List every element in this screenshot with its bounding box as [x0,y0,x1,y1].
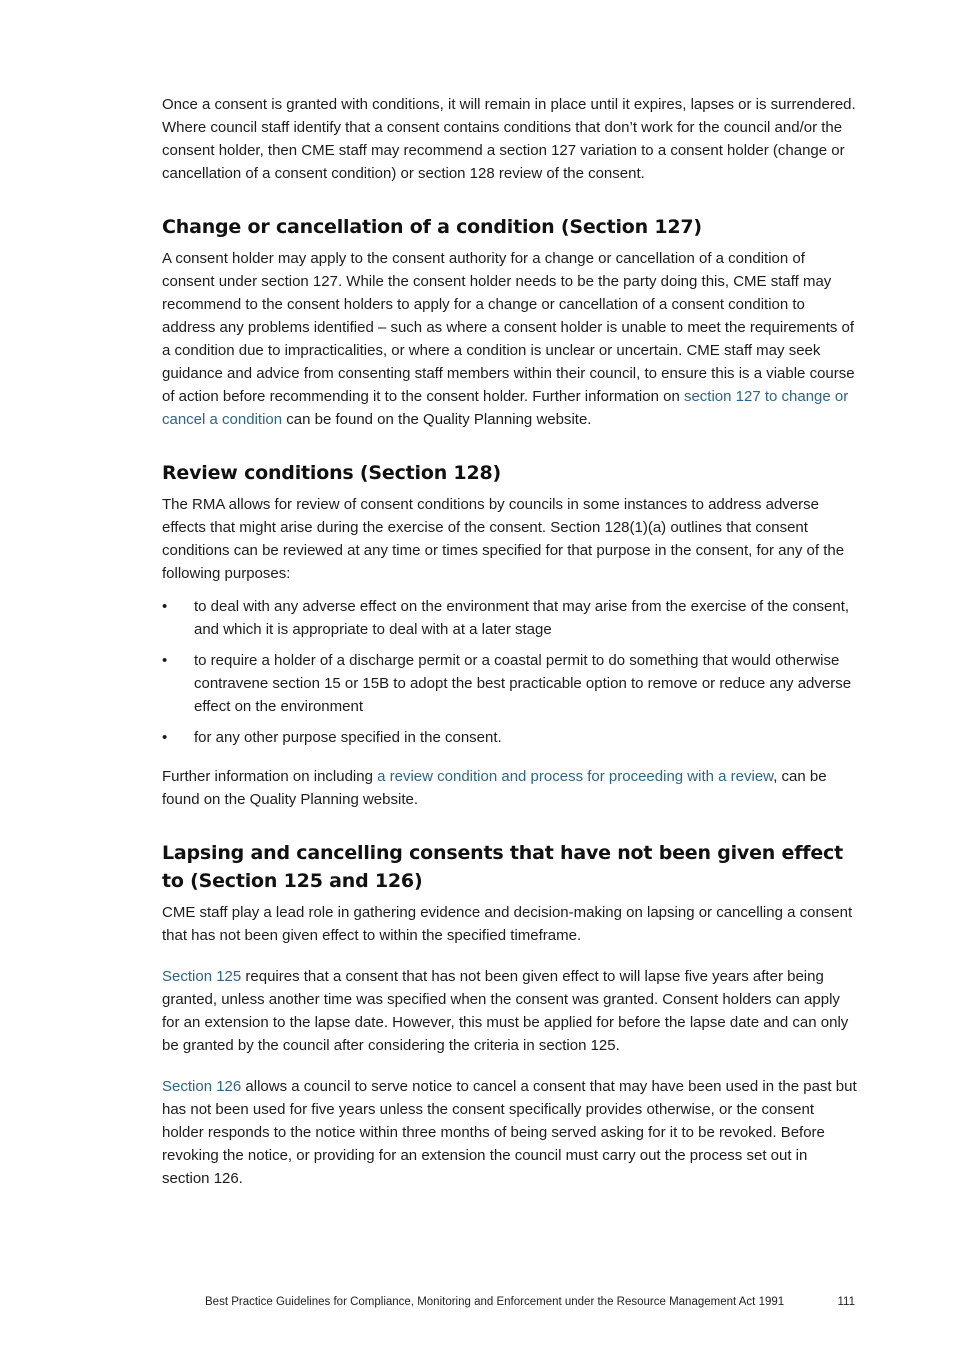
link-review-condition[interactable]: a review condition and process for proceeding with a review [377,768,774,785]
page-number: 111 [837,1296,855,1308]
page-footer [205,1296,855,1308]
review-purposes-list [162,595,857,749]
list-item [162,726,857,749]
s128-further-before: Further information on including [162,768,378,785]
section-125-intro: CME staff play a lead role in gathering evidence and decision-making on lapsing or cancelling a consent that has not been given effect to within the specified timeframe. [162,904,853,944]
heading-section-127: Change or cancellation of a condition (Section 127) [162,216,702,238]
s125-text: requires that a consent that has not been given effect to will lapse five years after being granted, unless another time was specified when the consent was granted. Consent holders can apply for an extension to the lapse date. However, this must be applied for before the lapse date and can only be granted by the council after considering the criteria in section 125. [162,968,849,1054]
link-section-125[interactable]: Section 125 [162,968,242,985]
list-item-text: for any other purpose specified in the consent. [194,729,502,746]
list-item-text: to deal with any adverse effect on the environment that may arise from the exercise of the consent, and which it is appropriate to deal with at a later stage [194,598,850,638]
bullet-icon: • [162,598,168,615]
section-127-paragraph [162,247,857,431]
s126-text: allows a council to serve notice to cancel a consent that may have been used in the past but has not been used for five years unless the consent specifically provides otherwise, or the consent holder responds to the notice within three months of being served asking for it to be revoked. Before revoking the notice, or providing for an extension the council must carry out the process set out in section 126. [162,1078,857,1187]
link-section-126[interactable]: Section 126 [162,1078,242,1095]
heading-section-125-126: Lapsing and cancelling consents that have not been given effect to (Section 125 and 126) [162,842,843,892]
list-item-text: to require a holder of a discharge permit or a coastal permit to do something that would otherwise contravene section 15 or 15B to adopt the best practicable option to remove or reduce any adverse effect on the environment [194,652,852,715]
footer-title: Best Practice Guidelines for Compliance, Monitoring and Enforcement under the Resource Management Act 1991 [205,1296,785,1308]
document-body [162,93,857,1208]
s127-text-before: A consent holder may apply to the consent authority for a change or cancellation of a condition of consent under section 127. While the consent holder needs to be the party doing this, CME staff may recommend to the consent holders to apply for a change or cancellation of a consent condition to address any problems identified – such as where a consent holder is unable to meet the requirements of a condition due to impracticalities, or where a condition is unclear or uncertain. CME staff may seek guidance and advice from consenting staff members within their council, to ensure this is a viable course of action before recommending it to the consent holder. Further information on [162,250,855,405]
section-125-paragraph [162,965,857,1057]
heading-section-128: Review conditions (Section 128) [162,462,501,484]
section-126-paragraph [162,1075,857,1190]
s128-further-after: , can be found on the Quality Planning website. [162,768,827,808]
list-item [162,649,857,718]
intro-paragraph: Once a consent is granted with conditions, it will remain in place until it expires, lapses or is surrendered. Where council staff identify that a consent contains conditions that don’t work for the council and/or the consent holder, then CME staff may recommend a section 127 variation to a consent holder (change or cancellation of a consent condition) or section 128 review of the consent. [162,96,856,182]
list-item [162,595,857,641]
section-128-further-info [162,765,857,811]
s127-text-after: can be found on the Quality Planning website. [282,411,592,428]
section-128-paragraph: The RMA allows for review of consent conditions by councils in some instances to address adverse effects that might arise during the exercise of the consent. Section 128(1)(a) outlines that consent conditions can be reviewed at any time or times specified for that purpose in the consent, for any of the following purposes: [162,496,845,582]
bullet-icon: • [162,729,168,746]
link-section-127[interactable]: section 127 to change or cancel a condition [162,388,849,428]
bullet-icon: • [162,652,168,669]
